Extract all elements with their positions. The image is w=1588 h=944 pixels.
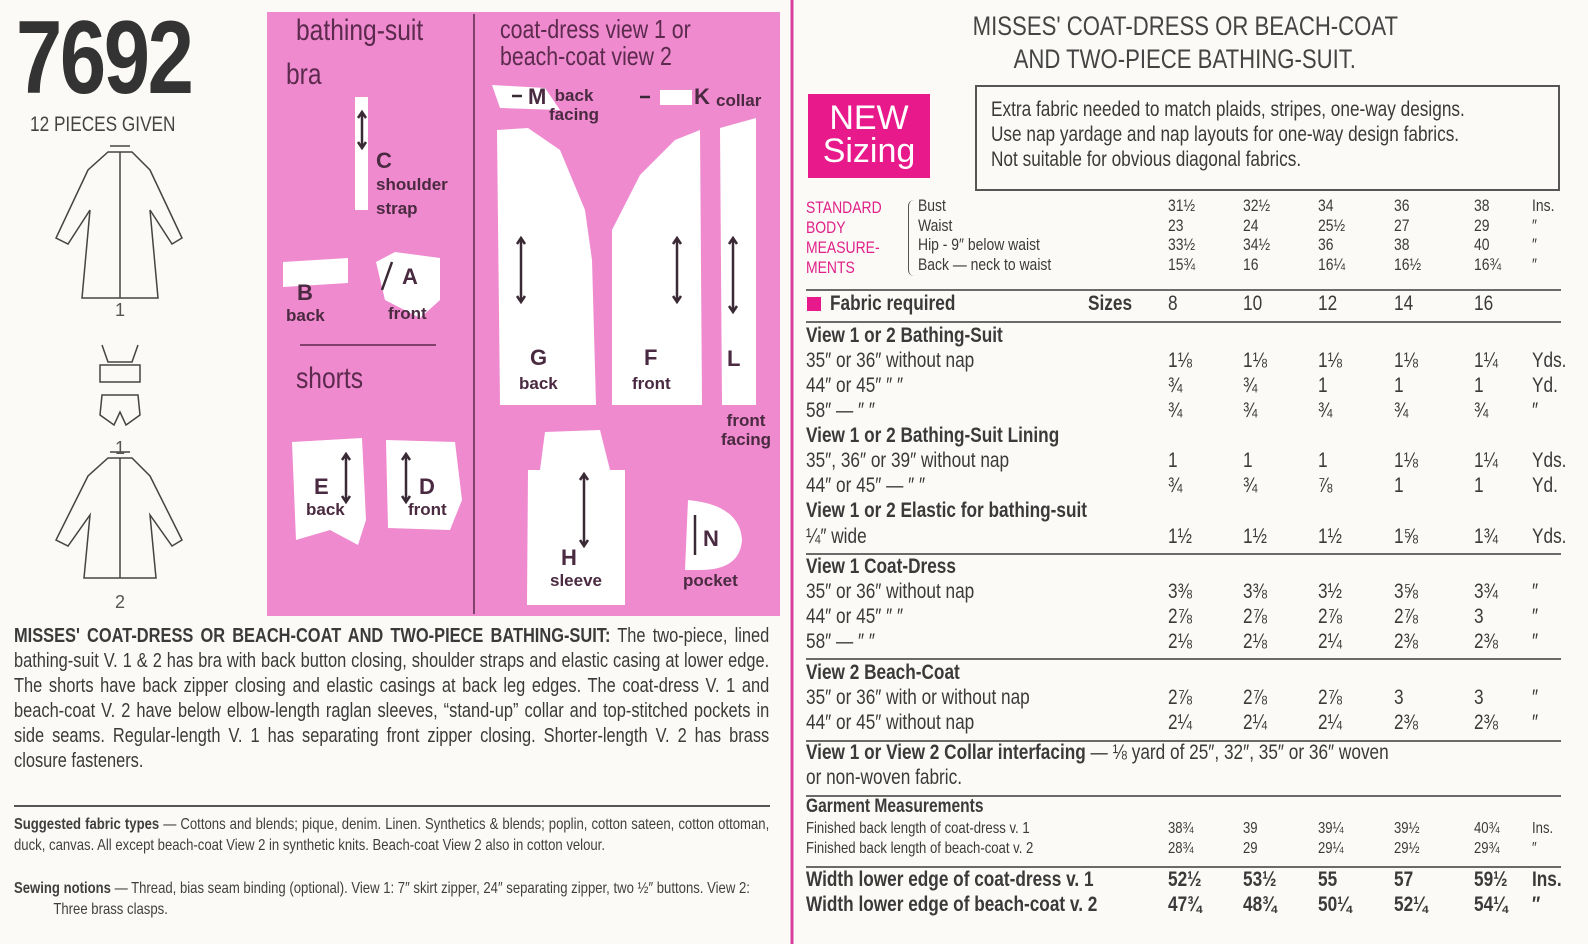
size-value: 1½ bbox=[1318, 525, 1342, 548]
piece-h-name: sleeve bbox=[550, 571, 602, 590]
size-value: 29 bbox=[1474, 215, 1490, 235]
fabric-notes-box bbox=[975, 85, 1560, 191]
note-line: Not suitable for obvious diagonal fabrics. bbox=[991, 148, 1302, 171]
size-value: 2¼ bbox=[1168, 711, 1192, 734]
size-value: 2⅜ bbox=[1474, 630, 1498, 653]
size-value: 2⅜ bbox=[1474, 711, 1498, 734]
size-header: 8 bbox=[1168, 292, 1178, 315]
size-value: 1 bbox=[1243, 449, 1253, 472]
unit: Yds. bbox=[1532, 525, 1567, 548]
description-heading: MISSES' COAT-DRESS OR BEACH-COAT AND TWO-PIECE BATHING-SUIT: bbox=[14, 625, 611, 647]
size-value: 39½ bbox=[1394, 820, 1420, 837]
coat-dress-sketch bbox=[56, 146, 182, 298]
beach-coat-sketch bbox=[56, 452, 182, 578]
collar-interfacing-text bbox=[806, 741, 1389, 765]
size-value: 16 bbox=[1243, 254, 1259, 274]
collar-text: — ⅛ yard of 25″, 32″, 35″ or 36″ woven bbox=[1085, 741, 1389, 764]
size-header: 16 bbox=[1474, 292, 1494, 315]
row-label: ¼″ wide bbox=[806, 525, 867, 548]
piece-e-letter: E bbox=[314, 474, 329, 499]
size-value: 1 bbox=[1474, 374, 1484, 397]
size-value: 3¾ bbox=[1474, 580, 1498, 603]
size-value: ⅞ bbox=[1318, 474, 1333, 497]
size-value: 2⅞ bbox=[1318, 686, 1342, 709]
unit: ″ bbox=[1532, 399, 1539, 422]
size-value: 40¾ bbox=[1474, 820, 1500, 837]
suggested-fabrics: Suggested fabric types — Cottons and blends; pique, denim. Linen. Synthetics & blends; poplin, cotton sateen, cotton ottoman, duck, canvas. All except beach-coat View 2 in synthetic knits. Beach-coat View 2 also in cotton velour. bbox=[14, 816, 770, 854]
row-label: 44″ or 45″ — ″ ″ bbox=[806, 474, 926, 497]
size-value: 2⅞ bbox=[1318, 605, 1342, 628]
piece-e-name: back bbox=[306, 500, 345, 519]
size-value: 1 bbox=[1318, 374, 1328, 397]
size-value: 1⅛ bbox=[1394, 449, 1418, 472]
row-label: Width lower edge of beach-coat v. 2 bbox=[806, 893, 1098, 916]
section-title-text: View 1 or 2 Elastic for bathing-suit bbox=[806, 499, 1088, 522]
piece-h-letter: H bbox=[561, 545, 577, 570]
size-value: 25½ bbox=[1318, 215, 1346, 235]
row-label: Back — neck to waist bbox=[918, 254, 1052, 274]
unit: ″ bbox=[1532, 235, 1537, 254]
size-value: 1½ bbox=[1243, 525, 1267, 548]
row-label: Hip - 9″ below waist bbox=[918, 235, 1040, 254]
size-value: 1¼ bbox=[1474, 349, 1498, 372]
size-value: 57 bbox=[1394, 868, 1414, 891]
garment-measurements-title-text: Garment Measurements bbox=[806, 796, 984, 817]
row-label: Waist bbox=[918, 215, 953, 235]
size-value: 38 bbox=[1394, 235, 1410, 254]
piece-l-name: front facing bbox=[721, 411, 772, 449]
coat-heading-line-1: coat-dress view 1 or bbox=[500, 14, 691, 44]
size-value: 39 bbox=[1243, 820, 1258, 837]
size-value: 1⅛ bbox=[1318, 349, 1342, 372]
size-value: 16¾ bbox=[1474, 254, 1502, 274]
pieces-given: 12 PIECES GIVEN bbox=[30, 113, 176, 136]
size-value: 1⅛ bbox=[1168, 349, 1192, 372]
size-value: 1⅛ bbox=[1243, 349, 1267, 372]
row-label: 58″ — ″ ″ bbox=[806, 630, 876, 653]
size-value: ¾ bbox=[1168, 474, 1183, 497]
size-value: 2⅞ bbox=[1168, 686, 1192, 709]
size-value: 40 bbox=[1474, 235, 1490, 254]
size-value: 2¼ bbox=[1243, 711, 1267, 734]
unit: ″ bbox=[1532, 580, 1539, 603]
size-value: 1¾ bbox=[1474, 525, 1498, 548]
unit: Ins. bbox=[1532, 820, 1554, 837]
piece-b-name: back bbox=[286, 306, 325, 325]
size-value: 29½ bbox=[1394, 840, 1420, 857]
size-value: 52½ bbox=[1168, 868, 1202, 891]
piece-c-label: C shoulder strap bbox=[376, 148, 448, 218]
table-rule bbox=[806, 321, 1561, 323]
size-value: 1⅛ bbox=[1394, 349, 1418, 372]
size-value: 1¼ bbox=[1474, 449, 1498, 472]
size-value: 2⅜ bbox=[1394, 630, 1418, 653]
unit: ″ bbox=[1532, 893, 1541, 916]
size-value: 29 bbox=[1243, 840, 1258, 857]
size-value: ¾ bbox=[1474, 399, 1489, 422]
size-value: 1⅝ bbox=[1394, 525, 1418, 548]
row-label: 35″ or 36″ without nap bbox=[806, 349, 975, 372]
unit: ″ bbox=[1532, 686, 1539, 709]
sizes-label: Sizes bbox=[1088, 292, 1133, 315]
row-label: Width lower edge of coat-dress v. 1 bbox=[806, 868, 1094, 891]
unit: Yds. bbox=[1532, 449, 1567, 472]
size-value: ¾ bbox=[1243, 399, 1258, 422]
row-label: Finished back length of beach-coat v. 2 bbox=[806, 840, 1034, 857]
size-value: 29¾ bbox=[1474, 840, 1500, 857]
size-value: 2⅞ bbox=[1243, 686, 1267, 709]
magenta-square-icon bbox=[807, 297, 821, 311]
size-value: 1 bbox=[1394, 474, 1404, 497]
size-value: ¾ bbox=[1243, 374, 1258, 397]
size-value: 2⅞ bbox=[1394, 605, 1418, 628]
size-value: 1 bbox=[1168, 449, 1178, 472]
pattern-description bbox=[14, 624, 769, 774]
piece-m-letter: M bbox=[528, 84, 547, 109]
size-value: 38 bbox=[1474, 196, 1490, 215]
size-value: 48¾ bbox=[1243, 893, 1277, 916]
size-value: 3⅜ bbox=[1168, 580, 1192, 603]
piece-n-name: pocket bbox=[683, 571, 738, 590]
size-value: 3⅝ bbox=[1394, 580, 1418, 603]
bathing-suit-sketch bbox=[100, 345, 140, 425]
size-value: 50¼ bbox=[1318, 893, 1352, 916]
row-label: 44″ or 45″ ″ ″ bbox=[806, 374, 904, 397]
piece-k-letter: K bbox=[694, 84, 710, 109]
size-value: 1 bbox=[1394, 374, 1404, 397]
view-label: 1 bbox=[115, 438, 126, 458]
piece-k-collar bbox=[660, 90, 692, 105]
description-body: The two-piece, lined bathing-suit V. 1 & 2 has bra with back button closing, shoulder straps and elastic casing at lower edge. The shorts have back zipper closing and elastic casings at back leg edges. The coat-dress V. 1 and beach-coat V. 2 have below elbow-length raglan sleeves, “stand-up” collar and top-stitched pockets in side seams. Regular-length V. 1 has separating front zipper closing. Shorter-length V. 2 has brass closure fasteners. bbox=[14, 625, 770, 772]
size-value: 24 bbox=[1243, 215, 1259, 235]
size-value: 2⅛ bbox=[1168, 630, 1192, 653]
piece-l-letter: L bbox=[727, 346, 741, 371]
size-value: 16¼ bbox=[1318, 254, 1346, 274]
note-line: Use nap yardage and nap layouts for one-way design fabrics. bbox=[991, 123, 1460, 146]
size-value: 16½ bbox=[1394, 254, 1422, 274]
row-label: 44″ or 45″ ″ ″ bbox=[806, 605, 904, 628]
size-value: 27 bbox=[1394, 215, 1410, 235]
piece-a-name: front bbox=[388, 304, 427, 323]
envelope-title-line-1: MISSES' COAT-DRESS OR BEACH-COAT bbox=[972, 11, 1398, 41]
garment-sketches bbox=[56, 146, 182, 578]
size-value: 2⅞ bbox=[1243, 605, 1267, 628]
table-rule bbox=[806, 289, 1561, 291]
size-header: 12 bbox=[1318, 292, 1338, 315]
unit: ″ bbox=[1532, 711, 1539, 734]
size-value: ¾ bbox=[1318, 399, 1333, 422]
brace bbox=[908, 200, 917, 276]
size-value: 28¾ bbox=[1168, 840, 1194, 857]
note-line: Extra fabric needed to match plaids, stripes, one-way designs. bbox=[991, 98, 1465, 121]
size-value: 59½ bbox=[1474, 868, 1508, 891]
size-value: ¾ bbox=[1168, 374, 1183, 397]
size-value: 39¼ bbox=[1318, 820, 1344, 837]
table-rule bbox=[806, 658, 1561, 660]
section-title-text: View 2 Beach-Coat bbox=[806, 661, 960, 684]
section-title-text: View 1 Coat-Dress bbox=[806, 555, 956, 578]
size-value: 29¼ bbox=[1318, 840, 1344, 857]
size-value: 32½ bbox=[1243, 196, 1271, 215]
size-value: 1 bbox=[1318, 449, 1328, 472]
unit: ″ bbox=[1532, 605, 1539, 628]
size-value: 3⅜ bbox=[1243, 580, 1267, 603]
piece-n-letter: N bbox=[703, 526, 719, 551]
unit: Yd. bbox=[1532, 474, 1558, 497]
size-value: 53½ bbox=[1243, 868, 1277, 891]
size-value: 3 bbox=[1394, 686, 1404, 709]
row-label: Bust bbox=[918, 196, 946, 215]
view-label: 1 bbox=[115, 300, 126, 320]
size-value: 36 bbox=[1318, 235, 1334, 254]
row-label: 58″ — ″ ″ bbox=[806, 399, 876, 422]
size-value: 23 bbox=[1168, 215, 1184, 235]
piece-d-name: front bbox=[408, 500, 447, 519]
piece-f-letter: F bbox=[644, 345, 658, 370]
row-label: 44″ or 45″ without nap bbox=[806, 711, 975, 734]
size-value: 2¼ bbox=[1318, 630, 1342, 653]
size-value: 1½ bbox=[1168, 525, 1192, 548]
size-value: 47¾ bbox=[1168, 893, 1202, 916]
piece-k-name: collar bbox=[716, 91, 762, 110]
size-value: 34½ bbox=[1243, 235, 1271, 254]
size-value: 33½ bbox=[1168, 235, 1196, 254]
piece-b-back bbox=[283, 258, 348, 287]
size-value: 2¼ bbox=[1318, 711, 1342, 734]
piece-f-name: front bbox=[632, 374, 671, 393]
sewing-notions: Sewing notions — Thread, bias seam binding (optional). View 1: 7″ skirt zipper, 24″ separating zipper, two ½″ buttons. View 2: Three brass clasps. bbox=[14, 880, 750, 918]
size-value: 54¼ bbox=[1474, 893, 1508, 916]
view-label: 2 bbox=[115, 592, 126, 612]
unit: Yds. bbox=[1532, 349, 1567, 372]
bathing-suit-heading: bathing-suit bbox=[296, 14, 424, 47]
size-value: ¾ bbox=[1243, 474, 1258, 497]
size-value: 55 bbox=[1318, 868, 1338, 891]
size-header: 14 bbox=[1394, 292, 1414, 315]
row-label: 35″ or 36″ with or without nap bbox=[806, 686, 1030, 709]
row-label: Finished back length of coat-dress v. 1 bbox=[806, 820, 1030, 837]
unit: ″ bbox=[1532, 630, 1539, 653]
piece-m-name: back facing bbox=[549, 86, 600, 124]
size-value: 2⅞ bbox=[1168, 605, 1192, 628]
unit: Ins. bbox=[1532, 196, 1555, 215]
size-value: ¾ bbox=[1168, 399, 1183, 422]
collar-text-2: or non-woven fabric. bbox=[806, 766, 963, 789]
size-value: 3 bbox=[1474, 605, 1484, 628]
standard-body-measurements-label: STANDARD BODY MEASURE- MENTS bbox=[806, 198, 882, 277]
row-label: 35″, 36″ or 39″ without nap bbox=[806, 449, 1010, 472]
size-header: 10 bbox=[1243, 292, 1263, 315]
piece-g-letter: G bbox=[530, 345, 548, 370]
fabric-required-label: Fabric required bbox=[830, 292, 956, 315]
piece-e-back bbox=[292, 438, 366, 545]
size-value: 1 bbox=[1474, 474, 1484, 497]
unit: ″ bbox=[1532, 215, 1537, 235]
size-value: 3½ bbox=[1318, 580, 1342, 603]
pattern-number: 7692 bbox=[16, 0, 192, 116]
envelope-title-line-2: AND TWO-PIECE BATHING-SUIT. bbox=[1013, 44, 1357, 74]
unit: ″ bbox=[1532, 254, 1537, 274]
size-value: 3 bbox=[1474, 686, 1484, 709]
piece-d-letter: D bbox=[419, 474, 435, 499]
size-value: 36 bbox=[1394, 196, 1410, 215]
section-title-text: View 1 or 2 Bathing-Suit Lining bbox=[806, 424, 1060, 447]
coat-heading-line-2: beach-coat view 2 bbox=[500, 41, 672, 71]
collar-title: View 1 or View 2 Collar interfacing bbox=[806, 741, 1086, 764]
bra-heading: bra bbox=[286, 58, 322, 91]
row-label: 35″ or 36″ without nap bbox=[806, 580, 975, 603]
size-value: ¾ bbox=[1394, 399, 1409, 422]
size-value: 34 bbox=[1318, 196, 1334, 215]
size-value: 15¾ bbox=[1168, 254, 1196, 274]
new-sizing-badge: NEW Sizing bbox=[808, 94, 930, 178]
unit: Ins. bbox=[1532, 868, 1562, 891]
shorts-heading: shorts bbox=[296, 362, 363, 395]
piece-g-name: back bbox=[519, 374, 558, 393]
piece-a-letter: A bbox=[402, 264, 418, 289]
size-value: 31½ bbox=[1168, 196, 1196, 215]
size-value: 2⅛ bbox=[1243, 630, 1267, 653]
size-value: 52¼ bbox=[1394, 893, 1428, 916]
size-value: 2⅜ bbox=[1394, 711, 1418, 734]
piece-b-letter: B bbox=[297, 280, 313, 305]
size-value: 38¾ bbox=[1168, 820, 1194, 837]
unit: ″ bbox=[1532, 840, 1537, 857]
unit: Yd. bbox=[1532, 374, 1558, 397]
section-title-text: View 1 or 2 Bathing-Suit bbox=[806, 324, 1003, 347]
